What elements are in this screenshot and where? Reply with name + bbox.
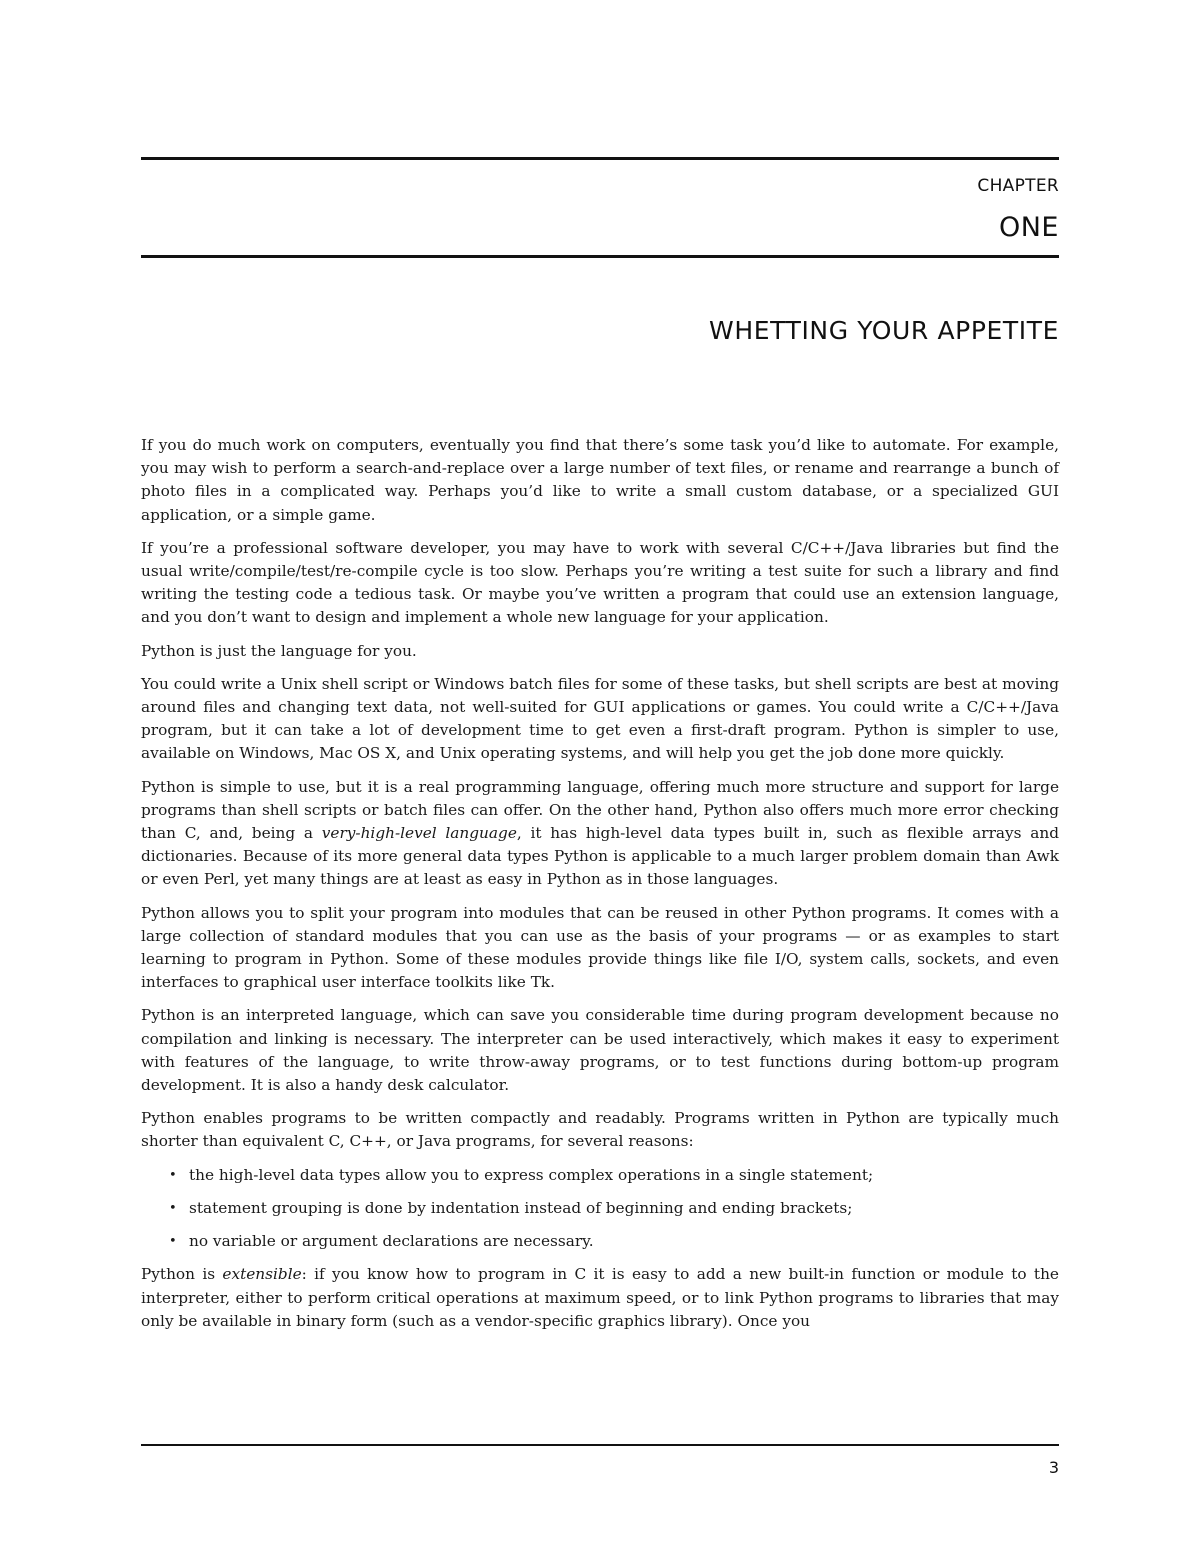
paragraph-9-text-end: : if you know how to program in C it is easy to add a new built-in function or module to the interpreter, either to perform critical operations at maximum speed, or to link Python programs to libraries that may only be available in binary form (such as a vendor-specific graphics library). Once you: [141, 1265, 1059, 1330]
header-bottom-rule: [141, 255, 1059, 258]
paragraph-9-text-start: Python is: [141, 1265, 223, 1284]
emphasis-extensible: extensible: [222, 1265, 302, 1284]
page-number: 3: [1048, 1458, 1059, 1477]
list-item: • the high-level data types allow you to express complex operations in a single statement;: [189, 1164, 1059, 1187]
reasons-list: [141, 1164, 1059, 1254]
emphasis-very-high-level-language: very-high-level language: [321, 824, 517, 843]
chapter-body: [141, 434, 1059, 1343]
top-rule: [141, 157, 1059, 160]
paragraph-5-text-start: Python is simple to use, but it is a real programming language, offering much more structure and support for large programs than shell scripts or batch files can offer. On the other hand, Python also offers much more error checking than C, and, being a: [141, 777, 1059, 843]
paragraph-5-text-end: , it has high-level data types built in, such as flexible arrays and dictionaries. Because of its more general data types Python is applicable to a much larger problem domain than Awk or even Perl, yet many things are at least as easy in Python as in those languages.: [141, 824, 1059, 889]
paragraph-2: If you’re a professional software developer, you may have to work with several C/C++/Java libraries but find the usual write/compile/test/re-compile cycle is too slow. Perhaps you’re writing a test suite for such a library and find writing the testing code a tedious task. Or maybe you’ve written a program that could use an extension language, and you don’t want to design and implement a whole new language for your application.: [141, 538, 1059, 627]
paragraph-9: [141, 1263, 1059, 1333]
paragraph-5: [141, 776, 1059, 892]
paragraph-7: Python is an interpreted language, which can save you considerable time during program development because no compilation and linking is necessary. The interpreter can be used interactively, which makes it easy to experiment with features of the language, to write throw-away programs, or to test functions during bottom-up program development. It is also a handy desk calculator.: [141, 1006, 1059, 1095]
paragraph-8: Python enables programs to be written compactly and readably. Programs written in Python are typically much shorter than equivalent C, C++, or Java programs, for several reasons:: [141, 1109, 1059, 1151]
paragraph-4: You could write a Unix shell script or Windows batch files for some of these tasks, but shell scripts are best at moving around files and changing text data, not well-suited for GUI applications or games. You could write a C/C++/Java program, but it can take a lot of development time to get even a first-draft program. Python is simpler to use, available on Windows, Mac OS X, and Unix operating systems, and will help you get the job done more quickly.: [141, 674, 1059, 763]
paragraph-6: Python allows you to split your program into modules that can be reused in other Python programs. It comes with a large collection of standard modules that you can use as the basis of your programs — or as examples to start learning to program in Python. Some of these modules provide things like file I/O, system calls, sockets, and even interfaces to graphical user interface toolkits like Tk.: [141, 903, 1059, 992]
chapter-label: CHAPTER: [977, 176, 1059, 196]
chapter-number: ONE: [998, 212, 1059, 243]
footer-rule: [141, 1444, 1059, 1446]
list-item: • no variable or argument declarations are necessary.: [189, 1230, 1059, 1253]
paragraph-1: If you do much work on computers, eventually you find that there’s some task you’d like to automate. For example, you may wish to perform a search-and-replace over a large number of text files, or rename and rearrange a bunch of photo files in a complicated way. Perhaps you’d like to write a small custom database, or a specialized GUI application, or a simple game.: [141, 436, 1059, 524]
paragraph-3: Python is just the language for you.: [141, 641, 417, 660]
list-item: • statement grouping is done by indentation instead of beginning and ending brackets;: [189, 1197, 1059, 1220]
chapter-title: WHETTING YOUR APPETITE: [709, 316, 1059, 345]
